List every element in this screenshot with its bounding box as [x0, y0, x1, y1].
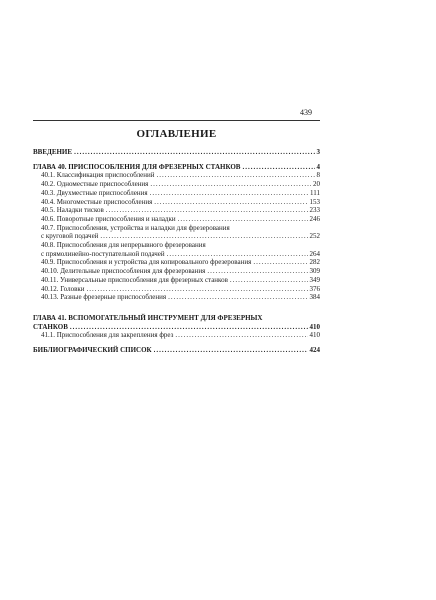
toc-entry-41-1[interactable]: 41.1. Приспособления для закрепления фрез ..... 410 — [33, 331, 320, 340]
toc-entry-40-1[interactable]: 40.1. Классификация приспособлений ..... 8 — [33, 171, 320, 180]
toc-entry-introduction[interactable]: ВВЕДЕНИЕ ..... 3 — [33, 148, 320, 157]
toc-entry-40-8[interactable]: 40.8. Приспособления для непрерывного фрезерования с прямолинейно-поступательной подачей ..... 264 — [33, 241, 320, 258]
toc-entry-40-6[interactable]: 40.6. Поворотные приспособления и наладки ..... 246 — [33, 215, 320, 224]
leader-dots — [74, 148, 314, 157]
table-of-contents — [33, 148, 320, 355]
toc-entry-40-13[interactable]: 40.13. Разные фрезерные приспособления ..... 384 — [33, 293, 320, 302]
leader-dots — [242, 163, 314, 172]
toc-entry-40-11[interactable]: 40.11. Универсальные приспособления для фрезерных станков ..... 349 — [33, 276, 320, 285]
toc-entry-40-9[interactable]: 40.9. Приспособления и устройства для копировального фрезерования ..... 282 — [33, 258, 320, 267]
toc-entry-40-7[interactable]: 40.7. Приспособления, устройства и наладки для фрезерования с круговой подачей ..... 252 — [33, 224, 320, 241]
leader-dots — [154, 346, 308, 355]
toc-entry-40-4[interactable]: 40.4. Многоместные приспособления ..... 153 — [33, 198, 320, 207]
page-number: 439 — [300, 108, 312, 117]
header-rule — [33, 120, 320, 121]
toc-entry-bibliography[interactable]: БИБЛИОГРАФИЧЕСКИЙ СПИСОК ..... 424 — [33, 346, 320, 355]
toc-entry-40-10[interactable]: 40.10. Делительные приспособления для фрезерования ..... 309 — [33, 267, 320, 276]
toc-entry-40-12[interactable]: 40.12. Головки ..... 376 — [33, 285, 320, 294]
toc-entry-chapter-40[interactable]: ГЛАВА 40. ПРИСПОСОБЛЕНИЯ ДЛЯ ФРЕЗЕРНЫХ СТАНКОВ ..... 4 — [33, 163, 320, 172]
page-title: ОГЛАВЛЕНИЕ — [136, 128, 217, 140]
toc-entry-40-5[interactable]: 40.5. Наладки тисков ..... 233 — [33, 206, 320, 215]
toc-entry-40-3[interactable]: 40.3. Двухместные приспособления ..... 111 — [33, 189, 320, 198]
toc-entry-40-2[interactable]: 40.2. Одноместные приспособления ..... 20 — [33, 180, 320, 189]
toc-entry-chapter-41[interactable]: ГЛАВА 41. ВСПОМОГАТЕЛЬНЫЙ ИНСТРУМЕНТ ДЛЯ ФРЕЗЕРНЫХ СТАНКОВ ..... 410 — [33, 314, 320, 331]
